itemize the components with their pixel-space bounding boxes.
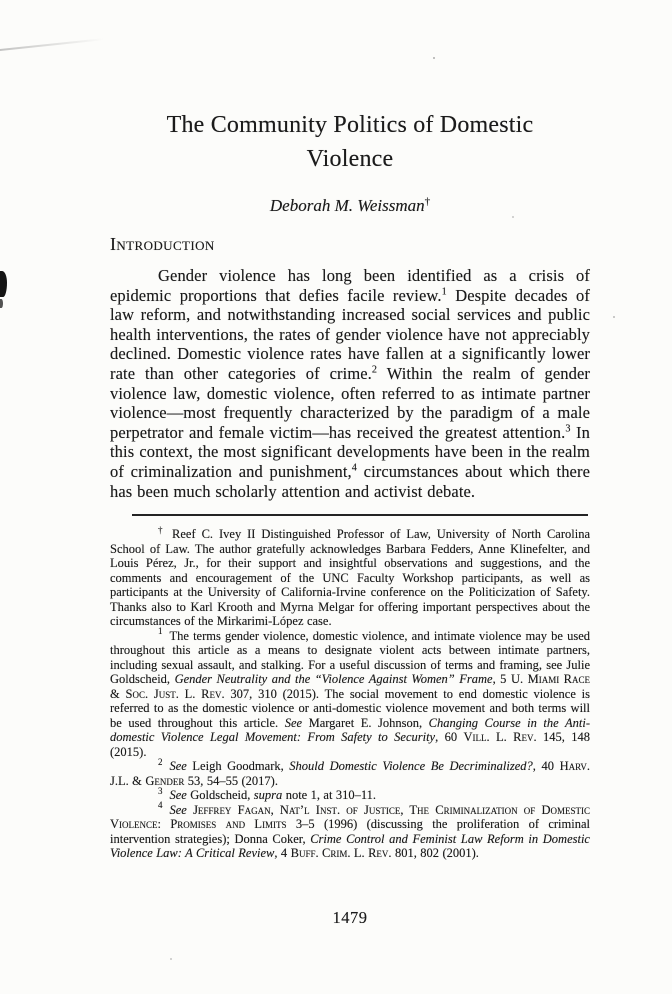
- footnote-marker: 2: [158, 756, 163, 767]
- footnote-2: [110, 756, 590, 788]
- footnote-text: See Goldscheid, supra note 1, at 310–11.: [169, 788, 377, 803]
- footnote-1: [110, 626, 591, 760]
- scan-blob-artifact: [0, 271, 7, 297]
- footnote-dagger: [110, 524, 591, 629]
- footnote-text: The terms gender violence, domestic violence, and intimate violence may be used throughout this article as a means to designate violent acts between intimate partners, including sexual assault, and stalking. For a useful discussion of terms and framing, see Julie Goldscheid, Gender Neutrality and the “Violence Against Women” Frame, 5 U. Miami Race & Soc. Just. L. Rev. 307, 310 (2015). The social movement to end domestic violence is referred to as the domestic violence or anti-domestic violence movement and both terms will be used throughout this article. See Margaret E. Johnson, Changing Course in the Anti-domestic Violence Legal Movement: From Safety to Security, 60 Vill. L. Rev. 145, 148 (2015).: [110, 628, 591, 759]
- author-name: Deborah M. Weissman: [269, 196, 425, 215]
- footnotes-section: [110, 524, 591, 861]
- scan-speck: [433, 57, 435, 59]
- scan-streak-artifact: [0, 38, 104, 52]
- section-heading-introduction: Introduction: [110, 234, 215, 254]
- footnote-4: [110, 800, 590, 861]
- article-title: [110, 108, 590, 176]
- scan-speck: [170, 958, 172, 960]
- scan-blob-artifact-small: [0, 299, 3, 308]
- footnote-text: See Leigh Goodmark, Should Domestic Violence Be Decriminalized?, 40 Harv. J.L. & Gender 53, 54–55 (2017).: [110, 759, 590, 788]
- footnote-marker: 3: [158, 785, 163, 796]
- footnote-marker: †: [158, 524, 166, 535]
- scan-speck: [613, 316, 615, 318]
- footnote-separator-rule: [132, 514, 588, 516]
- footnote-marker: 1: [158, 626, 163, 637]
- author-byline: [110, 195, 590, 216]
- footnote-text: See Jeffrey Fagan, Nat’l Inst. of Justice, The Criminalization of Domestic Violence: Promises and Limits 3–5 (1996) (discussing the proliferation of criminal intervention strategies); Donna Coker, Crime Control and Feminist Law Reform in Domestic Violence Law: A Critical Review, 4 Buff. Crim. L. Rev. 801, 802 (2001).: [110, 802, 590, 861]
- introduction-paragraph: Gender violence has long been identified as a crisis of epidemic proportions that defies facile review.$^1$ Despite decades of law reform, and notwithstanding increased social services and public health interventions, the rates of gender violence have not appreciably declined. Domestic violence rates have fallen at a significantly lower rate than other categories of crime.$^2$ Within the realm of gender violence law, domestic violence, often referred to as intimate partner violence—most frequently characterized by the paradigm of a male perpetrator and female victim—has received the greatest attention.$^3$ In this context, the most significant developments have been in the realm of criminalization and punishment,$^4$ circumstances about which there has been much scholarly attention and activist debate.: [110, 266, 590, 501]
- article-title-line-1: The Community Politics of Domestic: [166, 112, 534, 138]
- text-column: [110, 108, 590, 861]
- footnote-3: [110, 785, 590, 803]
- footnote-text: Reef C. Ivey II Distinguished Professor of Law, University of North Carolina School of Law. The author gratefully acknowledges Barbara Fedders, Anne Klinefelter, and Louis Pérez, Jr., for their support and insightful observations and suggestions, and the comments and encouragement of the UNC Faculty Workshop participants, as well as participants at the University of California-Irvine conference on the Politicization of Safety. Thanks also to Karl Krooth and Myrna Melgar for offering important perspectives about the circumstances of the Mirkarimi-López case.: [110, 527, 591, 629]
- footnote-marker: 4: [158, 800, 163, 811]
- author-footnote-mark: †: [424, 195, 431, 208]
- article-title-line-2: Violence: [306, 146, 394, 172]
- page-number: 1479: [332, 908, 368, 927]
